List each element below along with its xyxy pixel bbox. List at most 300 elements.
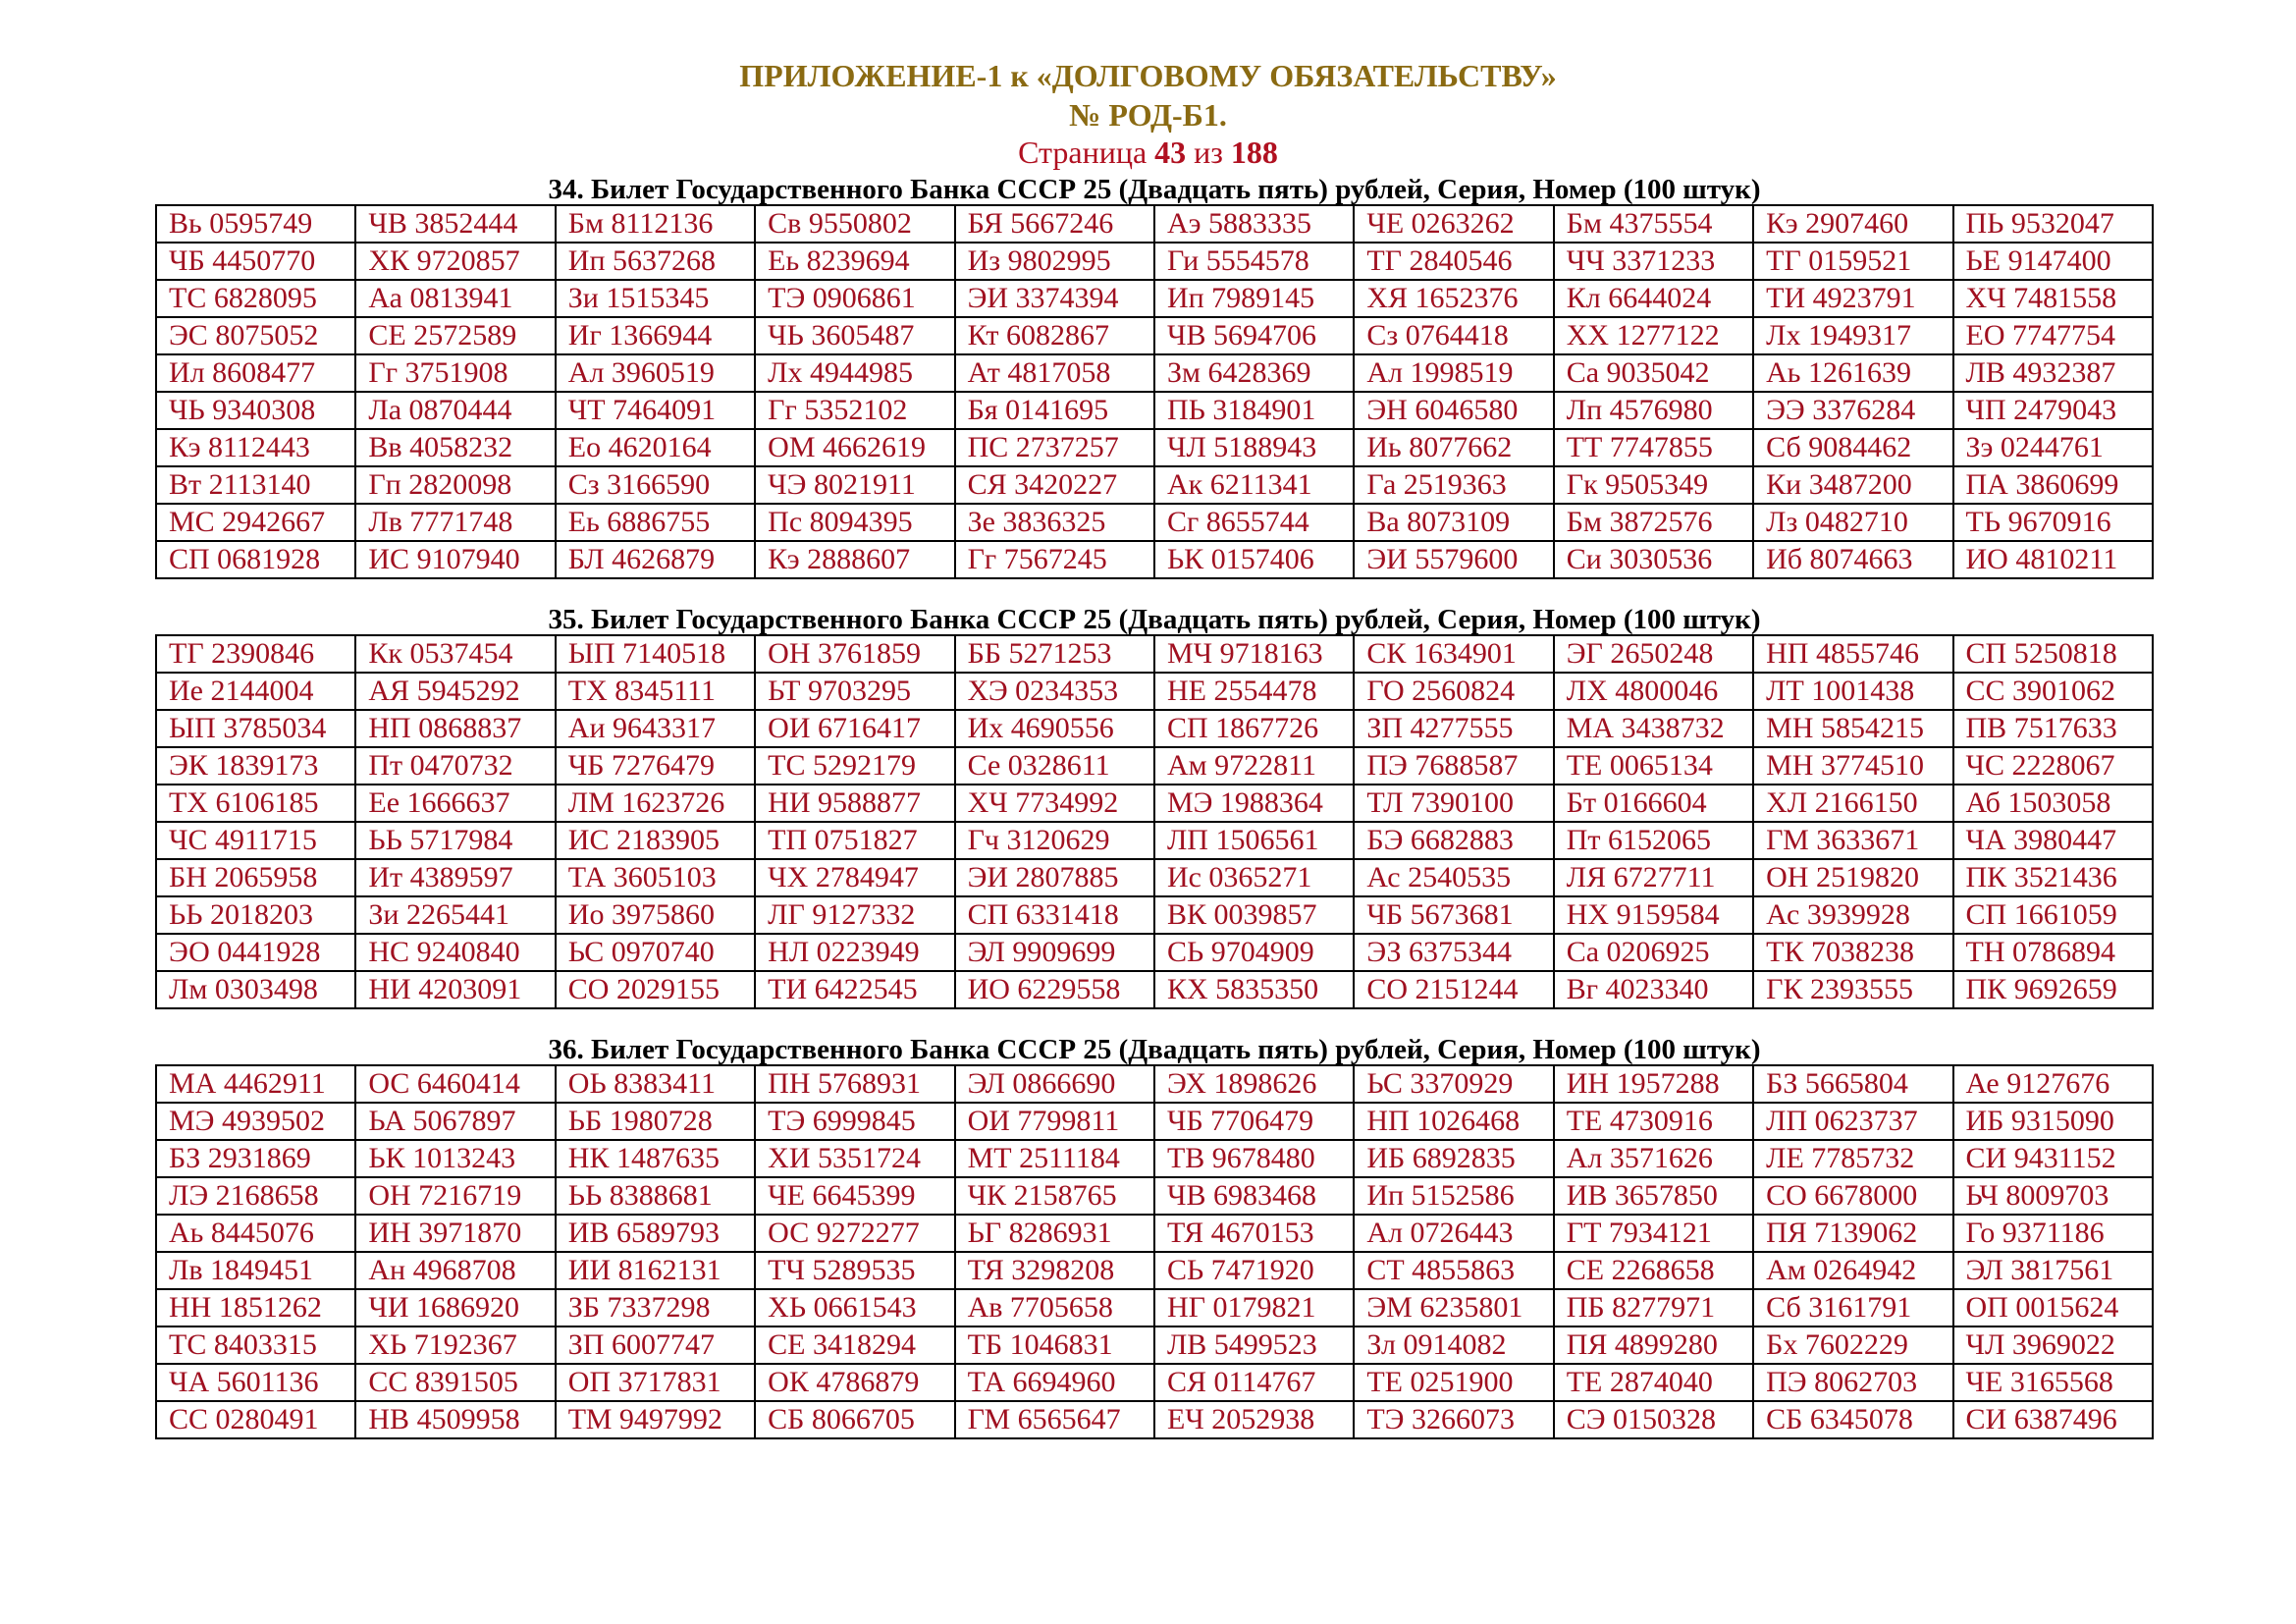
banknote-cell: Кэ 2888607 (755, 541, 954, 578)
banknote-cell: Са 9035042 (1554, 354, 1753, 392)
banknote-cell: Еь 8239694 (755, 243, 954, 280)
banknote-cell: ЛЕ 7785732 (1753, 1140, 1952, 1177)
banknote-cell: МН 5854215 (1753, 710, 1952, 747)
banknote-cell: Аэ 5883335 (1154, 205, 1354, 243)
banknote-cell: ЭХ 1898626 (1154, 1065, 1354, 1103)
banknote-cell: СЕ 2572589 (355, 317, 555, 354)
page-total: 188 (1230, 135, 1278, 170)
banknote-cell: Ип 7989145 (1154, 280, 1354, 317)
banknote-cell: ВК 0039857 (1154, 896, 1354, 934)
banknote-cell: Ае 9127676 (1953, 1065, 2153, 1103)
banknote-cell: НВ 4509958 (355, 1401, 555, 1438)
banknote-cell: ЭЛ 0866690 (955, 1065, 1154, 1103)
banknote-cell: ХЧ 7734992 (955, 785, 1154, 822)
banknote-cell: Лз 0482710 (1753, 504, 1952, 541)
banknote-cell: НН 1851262 (156, 1289, 355, 1326)
banknote-cell: Зе 3836325 (955, 504, 1154, 541)
banknote-cell: ЭИ 5579600 (1354, 541, 1553, 578)
banknote-cell: ЬЬ 2018203 (156, 896, 355, 934)
banknote-cell: Ас 2540535 (1354, 859, 1553, 896)
banknote-cell: Ип 5637268 (556, 243, 755, 280)
banknote-cell: ПЬ 9532047 (1953, 205, 2153, 243)
banknote-cell: МТ 2511184 (955, 1140, 1154, 1177)
banknote-cell: Зи 1515345 (556, 280, 755, 317)
banknote-cell: ПЭ 8062703 (1753, 1364, 1952, 1401)
banknote-cell: ПЭ 7688587 (1354, 747, 1553, 785)
banknote-cell: ОН 7216719 (355, 1177, 555, 1215)
section-title: 36. Билет Государственного Банка СССР 25 (Двадцать пять) рублей, Серия, Номер (100 штук) (548, 1034, 1761, 1065)
banknote-cell: ЧЕ 6645399 (755, 1177, 954, 1215)
banknote-cell: ЧБ 7276479 (556, 747, 755, 785)
banknote-cell: ЛТ 1001438 (1753, 673, 1952, 710)
banknote-cell: Иг 1366944 (556, 317, 755, 354)
banknote-cell: ЧЕ 0263262 (1354, 205, 1553, 243)
table-row (156, 466, 2153, 504)
banknote-cell: ТС 6828095 (156, 280, 355, 317)
table-row (156, 747, 2153, 785)
banknote-cell: ОМ 4662619 (755, 429, 954, 466)
banknote-cell: Ио 3975860 (556, 896, 755, 934)
banknote-cell: Пт 6152065 (1554, 822, 1753, 859)
banknote-cell: ПК 9692659 (1953, 971, 2153, 1008)
banknote-cell: БН 2065958 (156, 859, 355, 896)
banknote-cell: Сб 3161791 (1753, 1289, 1952, 1326)
banknote-cell: Гп 2820098 (355, 466, 555, 504)
banknote-cell: МЭ 4939502 (156, 1103, 355, 1140)
banknote-cell: СС 8391505 (355, 1364, 555, 1401)
banknote-cell: ИС 9107940 (355, 541, 555, 578)
banknote-cell: ТН 0786894 (1953, 934, 2153, 971)
banknote-cell: МЧ 9718163 (1154, 635, 1354, 673)
banknote-cell: ЛЯ 6727711 (1554, 859, 1753, 896)
banknote-cell: Сз 3166590 (556, 466, 755, 504)
banknote-cell: СП 6331418 (955, 896, 1154, 934)
banknote-cell: Ео 4620164 (556, 429, 755, 466)
banknote-cell: ЬК 0157406 (1154, 541, 1354, 578)
banknote-cell: ОП 0015624 (1953, 1289, 2153, 1326)
table-row (156, 541, 2153, 578)
banknote-cell: Ит 4389597 (355, 859, 555, 896)
banknote-cell: БЗ 2931869 (156, 1140, 355, 1177)
banknote-cell: Лм 0303498 (156, 971, 355, 1008)
banknote-cell: Сз 0764418 (1354, 317, 1553, 354)
banknote-cell: ЛХ 4800046 (1554, 673, 1753, 710)
banknote-cell: ТХ 8345111 (556, 673, 755, 710)
banknote-cell: ТА 3605103 (556, 859, 755, 896)
banknote-cell: ЗП 6007747 (556, 1326, 755, 1364)
banknote-cell: ЭЛ 9909699 (955, 934, 1154, 971)
banknote-cell: СС 0280491 (156, 1401, 355, 1438)
banknote-cell: ЧБ 4450770 (156, 243, 355, 280)
banknote-cell: СО 6678000 (1753, 1177, 1952, 1215)
banknote-cell: ОС 9272277 (755, 1215, 954, 1252)
banknote-cell: ИБ 9315090 (1953, 1103, 2153, 1140)
banknote-cell: ЕЧ 2052938 (1154, 1401, 1354, 1438)
banknote-cell: ЧБ 5673681 (1354, 896, 1553, 934)
banknote-cell: ЬЬ 8388681 (556, 1177, 755, 1215)
banknote-cell: ЛВ 4932387 (1953, 354, 2153, 392)
banknote-cell: СЯ 0114767 (1154, 1364, 1354, 1401)
banknote-cell: Си 3030536 (1554, 541, 1753, 578)
banknote-cell: ХЬ 0661543 (755, 1289, 954, 1326)
banknote-cell: Лв 1849451 (156, 1252, 355, 1289)
banknote-cell: ТИ 6422545 (755, 971, 954, 1008)
banknote-cell: ХИ 5351724 (755, 1140, 954, 1177)
banknote-cell: Ее 1666637 (355, 785, 555, 822)
banknote-cell: Го 9371186 (1953, 1215, 2153, 1252)
page-prefix: Страница (1018, 135, 1155, 170)
banknote-cell: ХЧ 7481558 (1953, 280, 2153, 317)
banknote-table (155, 1064, 2154, 1439)
banknote-cell: Кт 6082867 (955, 317, 1154, 354)
banknote-cell: ББ 5271253 (955, 635, 1154, 673)
banknote-cell: ОП 3717831 (556, 1364, 755, 1401)
banknote-cell: ЭГ 2650248 (1554, 635, 1753, 673)
banknote-cell: НИ 9588877 (755, 785, 954, 822)
banknote-cell: ТС 8403315 (156, 1326, 355, 1364)
banknote-cell: ТЧ 5289535 (755, 1252, 954, 1289)
banknote-cell: Бт 0166604 (1554, 785, 1753, 822)
banknote-cell: Ис 0365271 (1154, 859, 1354, 896)
table-row (156, 1252, 2153, 1289)
banknote-cell: Лх 1949317 (1753, 317, 1952, 354)
table-row (156, 205, 2153, 243)
table-row (156, 1065, 2153, 1103)
banknote-cell: ЧЧ 3371233 (1554, 243, 1753, 280)
banknote-cell: ЧЭ 8021911 (755, 466, 954, 504)
banknote-cell: ЭИ 2807885 (955, 859, 1154, 896)
banknote-cell: ТЛ 7390100 (1354, 785, 1553, 822)
banknote-cell: НИ 4203091 (355, 971, 555, 1008)
banknote-cell: Аь 1261639 (1753, 354, 1952, 392)
banknote-cell: Зл 0914082 (1354, 1326, 1553, 1364)
banknote-cell: СП 5250818 (1953, 635, 2153, 673)
banknote-cell: Вг 4023340 (1554, 971, 1753, 1008)
banknote-cell: Лх 4944985 (755, 354, 954, 392)
banknote-cell: ОИ 6716417 (755, 710, 954, 747)
banknote-cell: ЧТ 7464091 (556, 392, 755, 429)
banknote-cell: ПЯ 4899280 (1554, 1326, 1753, 1364)
banknote-cell: ЧА 5601136 (156, 1364, 355, 1401)
banknote-cell: СЕ 2268658 (1554, 1252, 1753, 1289)
banknote-cell: ЬТ 9703295 (755, 673, 954, 710)
banknote-cell: Гг 5352102 (755, 392, 954, 429)
banknote-cell: Пс 8094395 (755, 504, 954, 541)
banknote-cell: ИН 3971870 (355, 1215, 555, 1252)
banknote-cell: ЬС 3370929 (1354, 1065, 1553, 1103)
banknote-cell: ЧП 2479043 (1953, 392, 2153, 429)
banknote-cell: ЧС 4911715 (156, 822, 355, 859)
banknote-cell: ЧЛ 5188943 (1154, 429, 1354, 466)
banknote-cell: ЛП 1506561 (1154, 822, 1354, 859)
banknote-cell: ЛЭ 2168658 (156, 1177, 355, 1215)
table-row (156, 280, 2153, 317)
banknote-cell: Св 9550802 (755, 205, 954, 243)
table-row (156, 429, 2153, 466)
banknote-cell: СП 0681928 (156, 541, 355, 578)
banknote-cell: МА 3438732 (1554, 710, 1753, 747)
banknote-cell: Лв 7771748 (355, 504, 555, 541)
banknote-cell: Ав 7705658 (955, 1289, 1154, 1326)
banknote-cell: Гг 7567245 (955, 541, 1154, 578)
banknote-cell: ЭЭ 3376284 (1753, 392, 1952, 429)
banknote-cell: ТЬ 9670916 (1953, 504, 2153, 541)
banknote-cell: СО 2151244 (1354, 971, 1553, 1008)
banknote-cell: Из 9802995 (955, 243, 1154, 280)
banknote-cell: ЧВ 3852444 (355, 205, 555, 243)
banknote-table (155, 204, 2154, 579)
banknote-cell: НС 9240840 (355, 934, 555, 971)
banknote-cell: Их 4690556 (955, 710, 1154, 747)
table-row (156, 785, 2153, 822)
banknote-cell: ЫП 7140518 (556, 635, 755, 673)
banknote-cell: Ва 8073109 (1354, 504, 1553, 541)
banknote-cell: ЫП 3785034 (156, 710, 355, 747)
banknote-cell: ТИ 4923791 (1753, 280, 1952, 317)
banknote-cell: НП 4855746 (1753, 635, 1952, 673)
banknote-cell: ЬЬ 5717984 (355, 822, 555, 859)
table-row (156, 934, 2153, 971)
banknote-cell: ЧЬ 9340308 (156, 392, 355, 429)
banknote-cell: НП 1026468 (1354, 1103, 1553, 1140)
banknote-cell: Бм 8112136 (556, 205, 755, 243)
banknote-cell: ПЯ 7139062 (1753, 1215, 1952, 1252)
banknote-cell: ЧВ 6983468 (1154, 1177, 1354, 1215)
banknote-cell: Зэ 0244761 (1953, 429, 2153, 466)
banknote-cell: ХЛ 2166150 (1753, 785, 1952, 822)
table-row (156, 1364, 2153, 1401)
banknote-cell: Ип 5152586 (1354, 1177, 1553, 1215)
banknote-cell: КХ 5835350 (1154, 971, 1354, 1008)
banknote-cell: СЯ 3420227 (955, 466, 1154, 504)
banknote-cell: ЛМ 1623726 (556, 785, 755, 822)
banknote-cell: Ал 3571626 (1554, 1140, 1753, 1177)
banknote-cell: БЯ 5667246 (955, 205, 1154, 243)
banknote-cell: СЬ 7471920 (1154, 1252, 1354, 1289)
banknote-cell: МА 4462911 (156, 1065, 355, 1103)
banknote-cell: ЬК 1013243 (355, 1140, 555, 1177)
banknote-cell: БЗ 5665804 (1753, 1065, 1952, 1103)
section-title: 34. Билет Государственного Банка СССР 25 (Двадцать пять) рублей, Серия, Номер (100 штук) (548, 174, 1761, 205)
banknote-cell: Пт 0470732 (355, 747, 555, 785)
banknote-cell: АЯ 5945292 (355, 673, 555, 710)
banknote-cell: ЧЛ 3969022 (1953, 1326, 2153, 1364)
banknote-cell: ЕО 7747754 (1953, 317, 2153, 354)
banknote-cell: ОС 6460414 (355, 1065, 555, 1103)
banknote-cell: ЭМ 6235801 (1354, 1289, 1553, 1326)
banknote-cell: ХЯ 1652376 (1354, 280, 1553, 317)
banknote-cell: ЧЬ 3605487 (755, 317, 954, 354)
banknote-cell: ОК 4786879 (755, 1364, 954, 1401)
banknote-cell: Ас 3939928 (1753, 896, 1952, 934)
banknote-cell: Бя 0141695 (955, 392, 1154, 429)
banknote-cell: ИБ 6892835 (1354, 1140, 1553, 1177)
banknote-cell: Гк 9505349 (1554, 466, 1753, 504)
banknote-cell: ГМ 3633671 (1753, 822, 1952, 859)
banknote-cell: ЬЕ 9147400 (1953, 243, 2153, 280)
banknote-cell: ЭИ 3374394 (955, 280, 1154, 317)
table-row (156, 1103, 2153, 1140)
banknote-cell: ОЬ 8383411 (556, 1065, 755, 1103)
banknote-cell: ЬБ 1980728 (556, 1103, 755, 1140)
banknote-cell: Га 2519363 (1354, 466, 1553, 504)
table-row (156, 1177, 2153, 1215)
banknote-cell: ТЕ 0251900 (1354, 1364, 1553, 1401)
banknote-cell: Кк 0537454 (355, 635, 555, 673)
banknote-cell: СЬ 9704909 (1154, 934, 1354, 971)
banknote-cell: ЛП 0623737 (1753, 1103, 1952, 1140)
banknote-cell: Иь 8077662 (1354, 429, 1553, 466)
table-row (156, 504, 2153, 541)
banknote-cell: ЬЧ 8009703 (1953, 1177, 2153, 1215)
banknote-cell: ТЭ 3266073 (1354, 1401, 1553, 1438)
banknote-cell: Бм 3872576 (1554, 504, 1753, 541)
banknote-cell: НХ 9159584 (1554, 896, 1753, 934)
banknote-cell: Аи 9643317 (556, 710, 755, 747)
banknote-cell: ИВ 3657850 (1554, 1177, 1753, 1215)
banknote-cell: Ак 6211341 (1154, 466, 1354, 504)
banknote-cell: ТГ 2840546 (1354, 243, 1553, 280)
banknote-cell: Ал 3960519 (556, 354, 755, 392)
banknote-cell: ЭН 6046580 (1354, 392, 1553, 429)
banknote-cell: Ал 1998519 (1354, 354, 1553, 392)
page-separator: из (1186, 135, 1231, 170)
banknote-cell: Зм 6428369 (1154, 354, 1354, 392)
table-row (156, 1289, 2153, 1326)
section-title: 35. Билет Государственного Банка СССР 25 (Двадцать пять) рублей, Серия, Номер (100 штук) (548, 604, 1761, 635)
banknote-cell: ТГ 2390846 (156, 635, 355, 673)
banknote-cell: НЕ 2554478 (1154, 673, 1354, 710)
banknote-cell: ТС 5292179 (755, 747, 954, 785)
banknote-cell: ЗП 4277555 (1354, 710, 1553, 747)
banknote-cell: ТЕ 0065134 (1554, 747, 1753, 785)
banknote-cell: ГО 2560824 (1354, 673, 1553, 710)
banknote-cell: Ил 8608477 (156, 354, 355, 392)
banknote-cell: Бх 7602229 (1753, 1326, 1952, 1364)
banknote-cell: СЕ 3418294 (755, 1326, 954, 1364)
banknote-cell: Лп 4576980 (1554, 392, 1753, 429)
banknote-cell: ТК 7038238 (1753, 934, 1952, 971)
banknote-cell: ЬС 0970740 (556, 934, 755, 971)
document-title: ПРИЛОЖЕНИЕ-1 к «ДОЛГОВОМУ ОБЯЗАТЕЛЬСТВУ» (739, 58, 1557, 93)
banknote-cell: ХЬ 7192367 (355, 1326, 555, 1364)
table-row (156, 635, 2153, 673)
table-row (156, 971, 2153, 1008)
banknote-cell: Сг 8655744 (1154, 504, 1354, 541)
banknote-cell: Аа 0813941 (355, 280, 555, 317)
banknote-cell: Кл 6644024 (1554, 280, 1753, 317)
banknote-cell: ГТ 7934121 (1554, 1215, 1753, 1252)
banknote-cell: ПН 5768931 (755, 1065, 954, 1103)
banknote-cell: Кэ 8112443 (156, 429, 355, 466)
banknote-cell: ГК 2393555 (1753, 971, 1952, 1008)
banknote-cell: ОН 2519820 (1753, 859, 1952, 896)
table-row (156, 1215, 2153, 1252)
banknote-cell: СК 1634901 (1354, 635, 1553, 673)
banknote-cell: ЭС 8075052 (156, 317, 355, 354)
table-row (156, 673, 2153, 710)
banknote-cell: Вт 2113140 (156, 466, 355, 504)
banknote-cell: ИВ 6589793 (556, 1215, 755, 1252)
section-36 (155, 1035, 2154, 1439)
banknote-cell: Иб 8074663 (1753, 541, 1952, 578)
banknote-cell: ЛГ 9127332 (755, 896, 954, 934)
banknote-cell: СБ 8066705 (755, 1401, 954, 1438)
banknote-cell: МЭ 1988364 (1154, 785, 1354, 822)
banknote-cell: ТП 0751827 (755, 822, 954, 859)
banknote-cell: Зи 2265441 (355, 896, 555, 934)
banknote-cell: ЧС 2228067 (1953, 747, 2153, 785)
banknote-cell: ПС 2737257 (955, 429, 1154, 466)
banknote-cell: Са 0206925 (1554, 934, 1753, 971)
banknote-cell: ХК 9720857 (355, 243, 555, 280)
banknote-cell: ИС 2183905 (556, 822, 755, 859)
banknote-cell: БЛ 4626879 (556, 541, 755, 578)
banknote-cell: НЛ 0223949 (755, 934, 954, 971)
banknote-cell: ТМ 9497992 (556, 1401, 755, 1438)
banknote-cell: ХХ 1277122 (1554, 317, 1753, 354)
banknote-cell: ТЕ 4730916 (1554, 1103, 1753, 1140)
banknote-cell: ЭЛ 3817561 (1953, 1252, 2153, 1289)
banknote-cell: ЧХ 2784947 (755, 859, 954, 896)
banknote-cell: Аь 8445076 (156, 1215, 355, 1252)
banknote-cell: ЭК 1839173 (156, 747, 355, 785)
banknote-cell: Бм 4375554 (1554, 205, 1753, 243)
banknote-cell: Гг 3751908 (355, 354, 555, 392)
banknote-cell: Аб 1503058 (1953, 785, 2153, 822)
banknote-cell: ЧВ 5694706 (1154, 317, 1354, 354)
section-35 (155, 605, 2154, 1009)
banknote-cell: МС 2942667 (156, 504, 355, 541)
table-row (156, 710, 2153, 747)
banknote-cell: Ам 9722811 (1154, 747, 1354, 785)
banknote-cell: ЬА 5067897 (355, 1103, 555, 1140)
banknote-cell: Ла 0870444 (355, 392, 555, 429)
banknote-cell: ЬГ 8286931 (955, 1215, 1154, 1252)
banknote-cell: ТА 6694960 (955, 1364, 1154, 1401)
banknote-cell: ЭО 0441928 (156, 934, 355, 971)
banknote-cell: Ан 4968708 (355, 1252, 555, 1289)
banknote-cell: ИО 6229558 (955, 971, 1154, 1008)
banknote-cell: Кэ 2907460 (1753, 205, 1952, 243)
banknote-cell: Ам 0264942 (1753, 1252, 1952, 1289)
banknote-cell: СИ 9431152 (1953, 1140, 2153, 1177)
banknote-cell: ТХ 6106185 (156, 785, 355, 822)
banknote-cell: ИИ 8162131 (556, 1252, 755, 1289)
banknote-table (155, 634, 2154, 1009)
banknote-cell: ПВ 7517633 (1953, 710, 2153, 747)
table-row (156, 354, 2153, 392)
banknote-cell: СЭ 0150328 (1554, 1401, 1753, 1438)
banknote-cell: ТЕ 2874040 (1554, 1364, 1753, 1401)
table-row (156, 896, 2153, 934)
banknote-cell: ТТ 7747855 (1554, 429, 1753, 466)
table-row (156, 1140, 2153, 1177)
banknote-cell: СП 1867726 (1154, 710, 1354, 747)
banknote-cell: ПЬ 3184901 (1154, 392, 1354, 429)
banknote-cell: СБ 6345078 (1753, 1401, 1952, 1438)
table-row (156, 317, 2153, 354)
banknote-cell: НГ 0179821 (1154, 1289, 1354, 1326)
page-current: 43 (1154, 135, 1187, 170)
banknote-cell: ПБ 8277971 (1554, 1289, 1753, 1326)
banknote-cell: Гч 3120629 (955, 822, 1154, 859)
table-row (156, 859, 2153, 896)
table-row (156, 392, 2153, 429)
table-row (156, 1326, 2153, 1364)
banknote-cell: СС 3901062 (1953, 673, 2153, 710)
banknote-cell: Еь 6886755 (556, 504, 755, 541)
